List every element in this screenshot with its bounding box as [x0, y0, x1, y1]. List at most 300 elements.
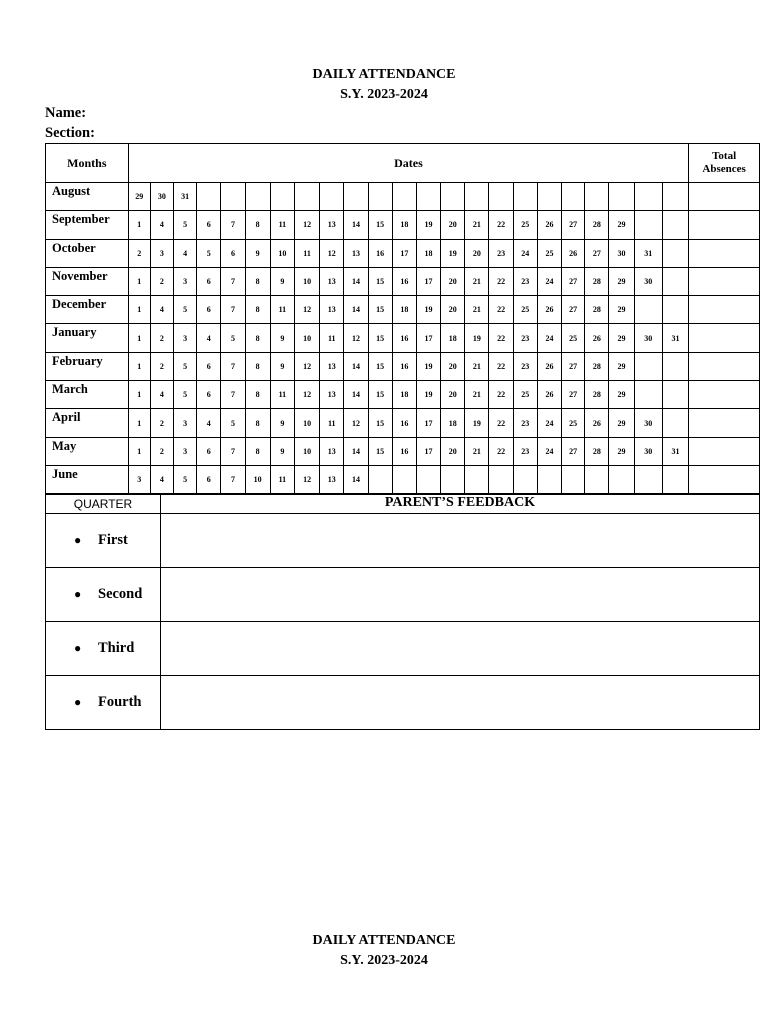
feedback-cell[interactable] [161, 514, 760, 568]
table-row [46, 239, 760, 267]
date-cell [465, 183, 489, 211]
date-cell: 17 [416, 409, 440, 437]
date-cell: 24 [537, 437, 561, 465]
month-cell: October [46, 239, 129, 267]
date-cell: 30 [634, 267, 662, 295]
date-cell: 17 [392, 239, 416, 267]
date-cell: 15 [368, 267, 392, 295]
date-cell: 20 [441, 267, 465, 295]
date-cell: 2 [150, 352, 173, 380]
date-cell [634, 296, 662, 324]
date-cell: 31 [662, 324, 688, 352]
date-cell: 4 [150, 381, 173, 409]
quarter-label: First [98, 532, 128, 548]
date-cell: 14 [344, 267, 368, 295]
school-year: S.Y. 2023-2024 [340, 87, 428, 102]
date-cell: 22 [489, 324, 513, 352]
date-cell [465, 465, 489, 493]
date-cell: 12 [344, 324, 368, 352]
date-cell: 7 [221, 267, 245, 295]
date-cell: 26 [585, 409, 609, 437]
date-cell: 5 [174, 296, 197, 324]
date-cell [662, 183, 688, 211]
date-cell: 10 [294, 437, 319, 465]
date-cell: 5 [174, 465, 197, 493]
feedback-row [46, 622, 760, 676]
quarter-cell [46, 676, 161, 730]
month-cell: January [46, 324, 129, 352]
date-cell: 1 [128, 324, 150, 352]
date-cell: 7 [221, 465, 245, 493]
date-cell: 5 [174, 211, 197, 239]
date-cell: 7 [221, 352, 245, 380]
date-cell: 19 [416, 211, 440, 239]
quarter-header: QUARTER [46, 495, 161, 514]
date-cell: 18 [392, 211, 416, 239]
date-cell: 9 [270, 437, 294, 465]
date-cell: 26 [537, 352, 561, 380]
date-cell: 23 [513, 352, 537, 380]
table-row [46, 267, 760, 295]
date-cell [662, 465, 688, 493]
date-cell: 2 [150, 324, 173, 352]
date-cell: 8 [245, 409, 270, 437]
attendance-table [45, 143, 760, 494]
date-cell: 1 [128, 381, 150, 409]
month-cell: March [46, 381, 129, 409]
date-cell: 9 [270, 324, 294, 352]
date-cell: 14 [344, 465, 368, 493]
feedback-row [46, 568, 760, 622]
table-row [46, 409, 760, 437]
bullet-icon: ● [74, 587, 82, 601]
date-cell: 14 [344, 437, 368, 465]
date-cell: 18 [441, 409, 465, 437]
table-row [46, 437, 760, 465]
date-cell [634, 211, 662, 239]
date-cell: 18 [392, 296, 416, 324]
date-cell [662, 352, 688, 380]
date-cell: 10 [270, 239, 294, 267]
date-cell: 19 [416, 381, 440, 409]
date-cell: 6 [197, 465, 221, 493]
month-cell: August [46, 183, 129, 211]
date-cell: 19 [465, 409, 489, 437]
date-cell: 16 [392, 324, 416, 352]
date-cell: 6 [221, 239, 245, 267]
page-title: DAILY ATTENDANCE [312, 67, 456, 82]
date-cell [441, 183, 465, 211]
date-cell: 24 [537, 324, 561, 352]
date-cell: 11 [320, 324, 344, 352]
date-cell: 4 [150, 296, 173, 324]
date-cell: 27 [562, 381, 585, 409]
total-absences-cell [689, 239, 760, 267]
date-cell: 29 [609, 267, 634, 295]
date-cell: 25 [513, 296, 537, 324]
date-cell [489, 465, 513, 493]
table-row [46, 324, 760, 352]
date-cell: 31 [662, 437, 688, 465]
date-cell: 8 [245, 296, 270, 324]
date-cell: 21 [465, 267, 489, 295]
date-cell: 17 [416, 267, 440, 295]
date-cell: 21 [465, 437, 489, 465]
table-row [46, 296, 760, 324]
date-cell: 3 [174, 437, 197, 465]
date-cell: 21 [465, 352, 489, 380]
date-cell: 3 [174, 267, 197, 295]
date-cell: 13 [320, 296, 344, 324]
date-cell [513, 465, 537, 493]
total-absences-cell [689, 296, 760, 324]
total-absences-header [689, 144, 760, 183]
date-cell: 21 [465, 381, 489, 409]
date-cell [609, 183, 634, 211]
date-cell: 2 [150, 437, 173, 465]
date-cell: 10 [294, 267, 319, 295]
date-cell: 1 [128, 352, 150, 380]
date-cell: 29 [609, 296, 634, 324]
date-cell: 7 [221, 437, 245, 465]
date-cell: 30 [634, 437, 662, 465]
date-cell: 16 [392, 409, 416, 437]
quarter-label: Fourth [98, 694, 142, 710]
date-cell [662, 381, 688, 409]
month-cell: September [46, 211, 129, 239]
date-cell [585, 183, 609, 211]
date-cell [662, 296, 688, 324]
month-cell: February [46, 352, 129, 380]
table-row [46, 381, 760, 409]
feedback-row [46, 514, 760, 568]
date-cell [634, 465, 662, 493]
date-cell: 20 [441, 381, 465, 409]
feedback-cell[interactable] [161, 676, 760, 730]
bullet-icon: ● [74, 641, 82, 655]
date-cell: 19 [465, 324, 489, 352]
date-cell: 2 [150, 409, 173, 437]
date-cell: 29 [128, 183, 150, 211]
date-cell: 17 [416, 437, 440, 465]
date-cell: 15 [368, 324, 392, 352]
date-cell: 25 [537, 239, 561, 267]
total-absences-cell [689, 324, 760, 352]
date-cell: 22 [489, 409, 513, 437]
parents-feedback-header: PARENT’S FEEDBACK [161, 495, 760, 514]
date-cell: 1 [128, 296, 150, 324]
date-cell [662, 267, 688, 295]
table-row [46, 465, 760, 493]
date-cell [392, 183, 416, 211]
feedback-header-row [46, 495, 760, 514]
total-absences-cell [689, 183, 760, 211]
date-cell [662, 211, 688, 239]
feedback-cell[interactable] [161, 568, 760, 622]
date-cell: 20 [441, 352, 465, 380]
date-cell: 4 [197, 409, 221, 437]
total-absences-cell [689, 409, 760, 437]
date-cell: 23 [513, 267, 537, 295]
date-cell [441, 465, 465, 493]
date-cell: 13 [320, 437, 344, 465]
date-cell [662, 409, 688, 437]
date-cell: 5 [221, 324, 245, 352]
date-cell: 19 [441, 239, 465, 267]
section-label: Section: [45, 125, 95, 141]
date-cell: 29 [609, 437, 634, 465]
date-cell: 20 [465, 239, 489, 267]
date-cell [392, 465, 416, 493]
date-cell: 22 [489, 296, 513, 324]
total-absences-cell [689, 211, 760, 239]
table-row [46, 352, 760, 380]
date-cell: 30 [150, 183, 173, 211]
date-cell: 29 [609, 324, 634, 352]
date-cell: 16 [392, 352, 416, 380]
date-cell: 15 [368, 409, 392, 437]
date-cell [609, 465, 634, 493]
date-cell: 27 [562, 296, 585, 324]
quarter-cell [46, 568, 161, 622]
date-cell: 28 [585, 352, 609, 380]
date-cell: 2 [150, 267, 173, 295]
date-cell: 6 [197, 211, 221, 239]
date-cell: 22 [489, 437, 513, 465]
date-cell [634, 381, 662, 409]
date-cell: 26 [537, 211, 561, 239]
date-cell: 11 [270, 381, 294, 409]
date-cell: 9 [270, 267, 294, 295]
date-cell: 25 [562, 409, 585, 437]
date-cell [270, 183, 294, 211]
date-cell: 27 [585, 239, 609, 267]
total-header-line1: Total [712, 150, 737, 162]
date-cell: 3 [150, 239, 173, 267]
date-cell: 28 [585, 211, 609, 239]
date-cell [416, 465, 440, 493]
date-cell: 28 [585, 296, 609, 324]
date-cell: 25 [513, 381, 537, 409]
date-cell: 4 [197, 324, 221, 352]
date-cell: 8 [245, 437, 270, 465]
date-cell: 30 [634, 409, 662, 437]
date-cell: 4 [150, 465, 173, 493]
month-cell: May [46, 437, 129, 465]
date-cell [320, 183, 344, 211]
footer-title: DAILY ATTENDANCE [312, 933, 456, 948]
date-cell [294, 183, 319, 211]
date-cell: 28 [585, 437, 609, 465]
months-header: Months [46, 144, 129, 183]
quarter-label: Third [98, 640, 135, 656]
date-cell: 13 [320, 211, 344, 239]
date-cell: 6 [197, 381, 221, 409]
date-cell [513, 183, 537, 211]
date-cell: 22 [489, 381, 513, 409]
date-cell: 12 [294, 211, 319, 239]
date-cell: 4 [174, 239, 197, 267]
date-cell: 18 [416, 239, 440, 267]
date-cell: 10 [245, 465, 270, 493]
date-cell: 7 [221, 211, 245, 239]
date-cell: 19 [416, 352, 440, 380]
footer-school-year: S.Y. 2023-2024 [340, 953, 428, 968]
date-cell: 6 [197, 437, 221, 465]
date-cell: 12 [294, 352, 319, 380]
date-cell [585, 465, 609, 493]
date-cell: 30 [634, 324, 662, 352]
date-cell: 16 [392, 267, 416, 295]
date-cell: 8 [245, 324, 270, 352]
date-cell [368, 465, 392, 493]
date-cell: 8 [245, 267, 270, 295]
date-cell: 15 [368, 352, 392, 380]
date-cell: 25 [513, 211, 537, 239]
date-cell: 23 [513, 437, 537, 465]
date-cell: 5 [174, 381, 197, 409]
date-cell [537, 183, 561, 211]
date-cell: 23 [513, 324, 537, 352]
date-cell [197, 183, 221, 211]
date-cell: 5 [221, 409, 245, 437]
name-label: Name: [45, 105, 87, 121]
date-cell: 4 [150, 211, 173, 239]
date-cell: 28 [585, 267, 609, 295]
total-absences-cell [689, 381, 760, 409]
feedback-cell[interactable] [161, 622, 760, 676]
date-cell: 29 [609, 352, 634, 380]
date-cell: 7 [221, 296, 245, 324]
date-cell: 6 [197, 296, 221, 324]
date-cell: 21 [465, 211, 489, 239]
date-cell [562, 465, 585, 493]
date-cell: 15 [368, 211, 392, 239]
month-cell: December [46, 296, 129, 324]
date-cell: 1 [128, 211, 150, 239]
date-cell: 27 [562, 437, 585, 465]
date-cell [416, 183, 440, 211]
bullet-icon: ● [74, 695, 82, 709]
date-cell: 29 [609, 381, 634, 409]
date-cell: 11 [270, 211, 294, 239]
feedback-row [46, 676, 760, 730]
date-cell [634, 183, 662, 211]
date-cell [368, 183, 392, 211]
quarter-cell [46, 514, 161, 568]
date-cell: 18 [392, 381, 416, 409]
month-cell: November [46, 267, 129, 295]
date-cell: 16 [368, 239, 392, 267]
date-cell: 13 [320, 352, 344, 380]
date-cell: 31 [174, 183, 197, 211]
date-cell: 22 [489, 267, 513, 295]
date-cell: 6 [197, 267, 221, 295]
date-cell: 25 [562, 324, 585, 352]
date-cell: 10 [294, 324, 319, 352]
date-cell: 12 [294, 296, 319, 324]
date-cell [489, 183, 513, 211]
date-cell: 13 [320, 267, 344, 295]
date-cell: 3 [174, 324, 197, 352]
date-cell: 1 [128, 267, 150, 295]
date-cell: 16 [392, 437, 416, 465]
date-cell: 24 [537, 409, 561, 437]
month-cell: April [46, 409, 129, 437]
date-cell: 13 [344, 239, 368, 267]
date-cell: 6 [197, 352, 221, 380]
date-cell: 26 [537, 381, 561, 409]
date-cell: 19 [416, 296, 440, 324]
date-cell: 1 [128, 409, 150, 437]
total-absences-cell [689, 465, 760, 493]
date-cell [634, 352, 662, 380]
date-cell: 15 [368, 381, 392, 409]
date-cell: 14 [344, 296, 368, 324]
date-cell: 7 [221, 381, 245, 409]
date-cell: 15 [368, 296, 392, 324]
date-cell: 26 [585, 324, 609, 352]
date-cell: 22 [489, 211, 513, 239]
date-cell: 14 [344, 352, 368, 380]
date-cell: 22 [489, 352, 513, 380]
table-row [46, 211, 760, 239]
total-absences-cell [689, 437, 760, 465]
quarter-label: Second [98, 586, 143, 602]
date-cell: 14 [344, 381, 368, 409]
date-cell: 3 [174, 409, 197, 437]
date-cell: 12 [320, 239, 344, 267]
date-cell: 30 [609, 239, 634, 267]
date-cell: 2 [128, 239, 150, 267]
date-cell: 12 [294, 465, 319, 493]
date-cell: 14 [344, 211, 368, 239]
date-cell: 18 [441, 324, 465, 352]
date-cell: 17 [416, 324, 440, 352]
date-cell: 27 [562, 267, 585, 295]
date-cell [662, 239, 688, 267]
date-cell: 1 [128, 437, 150, 465]
date-cell: 20 [441, 211, 465, 239]
date-cell: 23 [489, 239, 513, 267]
date-cell: 29 [609, 211, 634, 239]
date-cell: 26 [562, 239, 585, 267]
date-cell: 26 [537, 296, 561, 324]
date-cell: 8 [245, 352, 270, 380]
total-header-line2: Absences [702, 163, 746, 175]
date-cell: 20 [441, 296, 465, 324]
date-cell: 28 [585, 381, 609, 409]
date-cell: 15 [368, 437, 392, 465]
date-cell: 29 [609, 409, 634, 437]
date-cell: 5 [197, 239, 221, 267]
date-cell: 24 [537, 267, 561, 295]
date-cell: 9 [270, 352, 294, 380]
date-cell [344, 183, 368, 211]
date-cell: 11 [320, 409, 344, 437]
attendance-header-row [46, 144, 760, 183]
date-cell: 10 [294, 409, 319, 437]
date-cell: 8 [245, 211, 270, 239]
date-cell: 27 [562, 211, 585, 239]
month-cell: June [46, 465, 129, 493]
date-cell [537, 465, 561, 493]
quarter-cell [46, 622, 161, 676]
date-cell: 11 [270, 465, 294, 493]
date-cell: 12 [294, 381, 319, 409]
date-cell: 9 [270, 409, 294, 437]
date-cell [562, 183, 585, 211]
